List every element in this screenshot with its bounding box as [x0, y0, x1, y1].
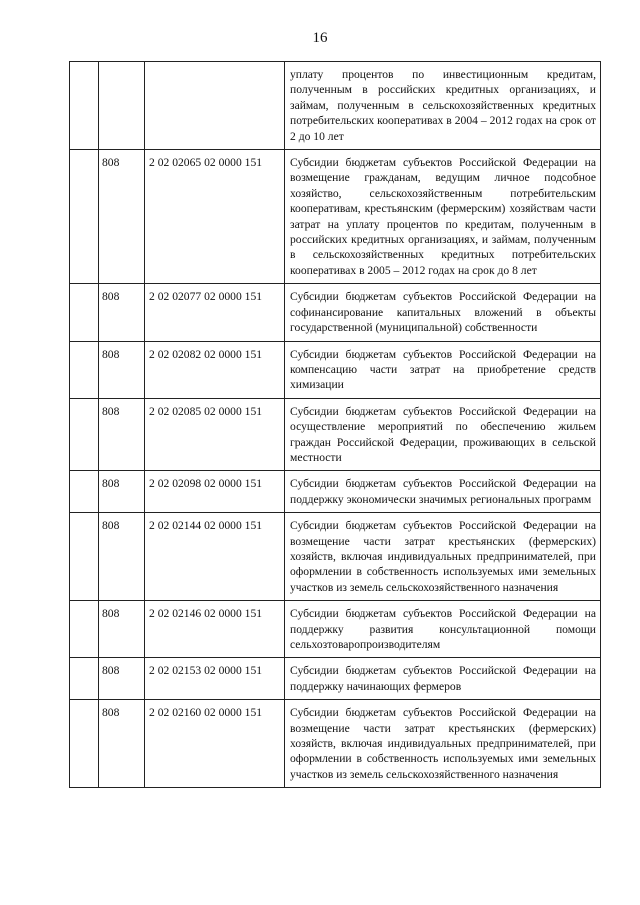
- kbk-code-cell: 2 02 02153 02 0000 151: [145, 658, 285, 700]
- description-cell: Субсидии бюджетам субъектов Российской Федерации на возмещение части затрат крестьянских (фермерских) хозяйств, включая индивидуальных предпринимателей, при оформлении в собственность используемых ими земельных участков из земель сельскохозяйственного назначения: [285, 700, 601, 788]
- kbk-code-cell: 2 02 02082 02 0000 151: [145, 341, 285, 398]
- description-cell: Субсидии бюджетам субъектов Российской Федерации на возмещение части затрат крестьянских (фермерских) хозяйств, включая индивидуальных предпринимателей, при оформлении в собственность используемых ими земельных участков из земель сельскохозяйственного назначения: [285, 513, 601, 601]
- blank-cell: [70, 658, 99, 700]
- table-row: [70, 398, 601, 471]
- kbk-code-cell: [145, 62, 285, 150]
- description-cell: Субсидии бюджетам субъектов Российской Федерации на возмещение гражданам, ведущим личное подсобное хозяйство, сельскохозяйственным потребительским кооперативам, крестьянским (фермерским) хозяйствам части затрат на уплату процентов по кредитам, полученным в российских кредитных организациях, и займам, полученным в сельскохозяйственных кредитных потребительских кооперативах в 2005 – 2012 годах на срок до 8 лет: [285, 150, 601, 284]
- blank-cell: [70, 513, 99, 601]
- description-cell: Субсидии бюджетам субъектов Российской Федерации на поддержку развития консультационной помощи сельхозтоваропроизводителям: [285, 601, 601, 658]
- kbk-code-cell: 2 02 02077 02 0000 151: [145, 284, 285, 341]
- budget-codes-table: [69, 61, 601, 788]
- kbk-code-cell: 2 02 02146 02 0000 151: [145, 601, 285, 658]
- description-cell: Субсидии бюджетам субъектов Российской Федерации на поддержку начинающих фермеров: [285, 658, 601, 700]
- admin-code-cell: [99, 62, 145, 150]
- table-row: [70, 62, 601, 150]
- admin-code-cell: 808: [99, 700, 145, 788]
- table-row: [70, 658, 601, 700]
- admin-code-cell: 808: [99, 341, 145, 398]
- table-row: [70, 341, 601, 398]
- kbk-code-cell: 2 02 02085 02 0000 151: [145, 398, 285, 471]
- table-row: [70, 284, 601, 341]
- description-cell: Субсидии бюджетам субъектов Российской Федерации на компенсацию части затрат на приобретение средств химизации: [285, 341, 601, 398]
- blank-cell: [70, 341, 99, 398]
- table-row: [70, 471, 601, 513]
- blank-cell: [70, 398, 99, 471]
- admin-code-cell: 808: [99, 601, 145, 658]
- admin-code-cell: 808: [99, 513, 145, 601]
- blank-cell: [70, 62, 99, 150]
- admin-code-cell: 808: [99, 398, 145, 471]
- blank-cell: [70, 150, 99, 284]
- blank-cell: [70, 601, 99, 658]
- admin-code-cell: 808: [99, 471, 145, 513]
- kbk-code-cell: 2 02 02160 02 0000 151: [145, 700, 285, 788]
- blank-cell: [70, 284, 99, 341]
- admin-code-cell: 808: [99, 150, 145, 284]
- table-row: [70, 700, 601, 788]
- table-row: [70, 513, 601, 601]
- blank-cell: [70, 700, 99, 788]
- kbk-code-cell: 2 02 02098 02 0000 151: [145, 471, 285, 513]
- description-cell: Субсидии бюджетам субъектов Российской Федерации на поддержку экономически значимых региональных программ: [285, 471, 601, 513]
- admin-code-cell: 808: [99, 284, 145, 341]
- blank-cell: [70, 471, 99, 513]
- page-number: 16: [312, 30, 328, 46]
- description-cell: Субсидии бюджетам субъектов Российской Федерации на осуществление мероприятий по обеспечению жильем граждан Российской Федерации, проживающих в сельской местности: [285, 398, 601, 471]
- description-cell: Субсидии бюджетам субъектов Российской Федерации на софинансирование капитальных вложений в объекты государственной (муниципальной) собственности: [285, 284, 601, 341]
- admin-code-cell: 808: [99, 658, 145, 700]
- table-row: [70, 150, 601, 284]
- description-cell: уплату процентов по инвестиционным кредитам, полученным в российских кредитных организациях, и займам, полученным в сельскохозяйственных кредитных потребительских кооперативах в 2004 – 2012 годах на срок от 2 до 10 лет: [285, 62, 601, 150]
- kbk-code-cell: 2 02 02065 02 0000 151: [145, 150, 285, 284]
- table-row: [70, 601, 601, 658]
- kbk-code-cell: 2 02 02144 02 0000 151: [145, 513, 285, 601]
